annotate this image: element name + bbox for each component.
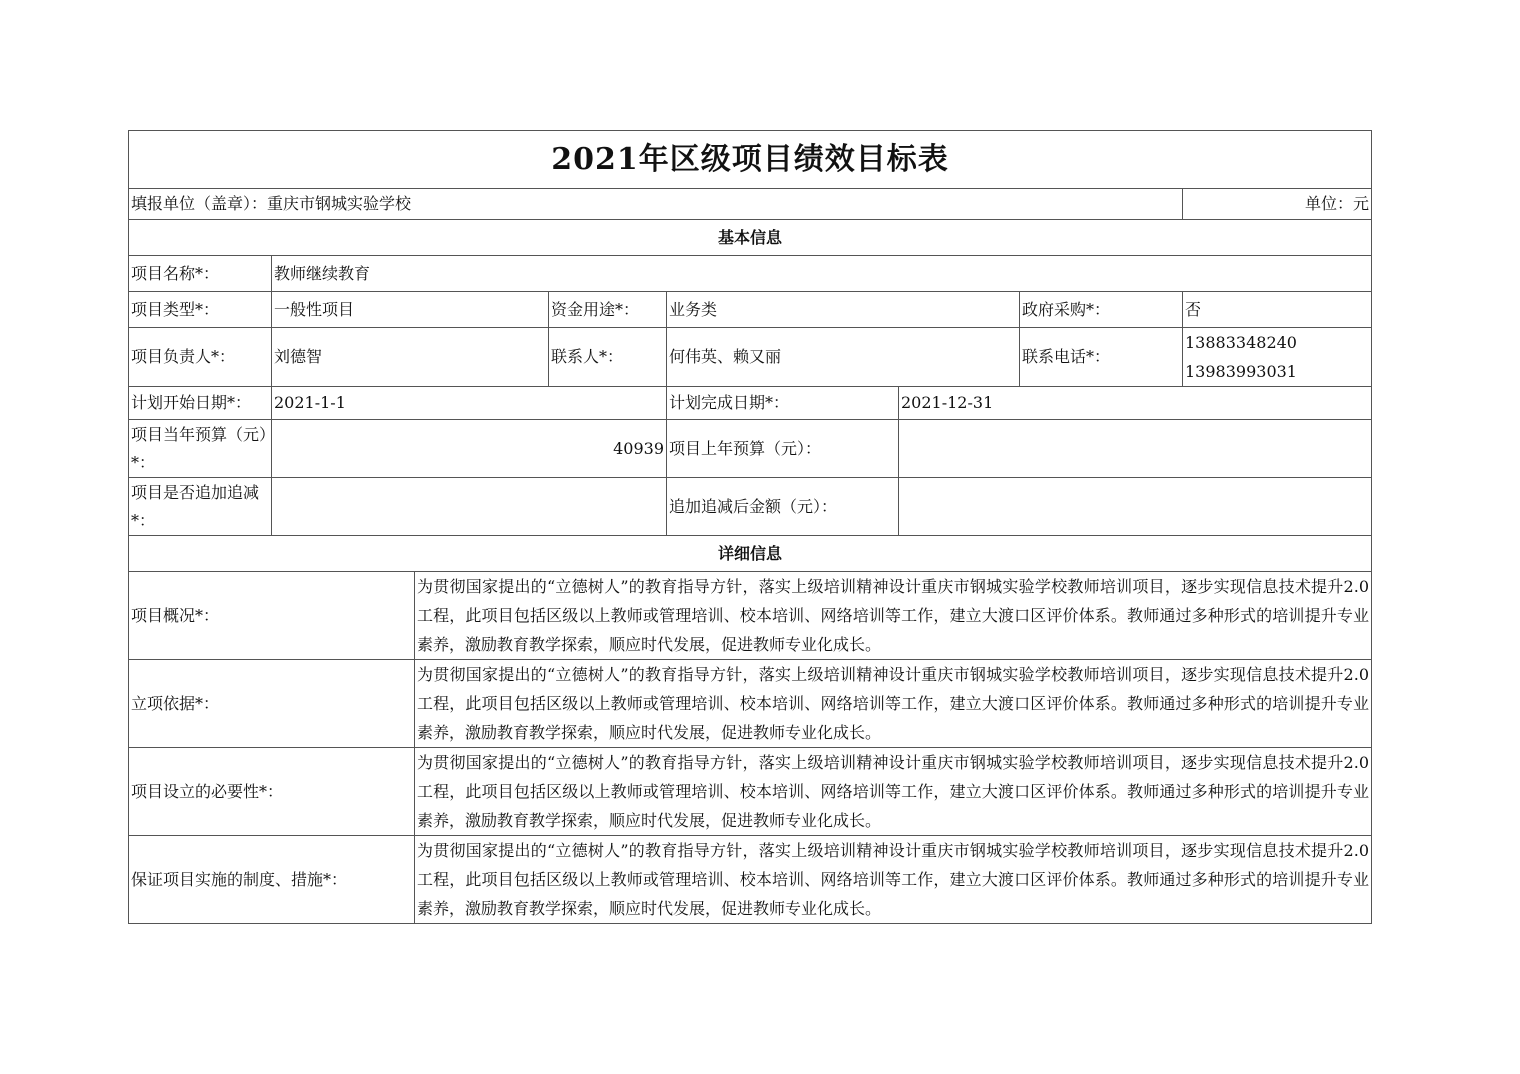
form-table <box>128 130 1372 924</box>
project-name-label: 项目名称*： <box>129 256 272 292</box>
adjusted-amount-label: 追加追减后金额（元）： <box>667 478 899 536</box>
fund-use-value: 业务类 <box>667 292 1020 328</box>
gov-purchase-value: 否 <box>1183 292 1372 328</box>
phone-number-1: 13883348240 <box>1185 333 1297 352</box>
performance-form <box>128 130 1371 924</box>
last-budget-value <box>899 420 1372 478</box>
end-date-label: 计划完成日期*： <box>667 387 899 420</box>
project-type-value: 一般性项目 <box>272 292 549 328</box>
gov-purchase-label: 政府采购*： <box>1020 292 1183 328</box>
page-title: 2021年区级项目绩效目标表 <box>129 131 1372 189</box>
fund-use-label: 资金用途*： <box>549 292 667 328</box>
unit-label: 单位：元 <box>1183 189 1372 220</box>
leader-value: 刘德智 <box>272 328 549 387</box>
phone-label: 联系电话*： <box>1020 328 1183 387</box>
adjust-value <box>272 478 667 536</box>
measures-text: 为贯彻国家提出的“立德树人”的教育指导方针，落实上级培训精神设计重庆市钢城实验学校教师培训项目，逐步实现信息技术提升2.0工程，此项目包括区级以上教师或管理培训、校本培训、网络培训等工作，建立大渡口区评价体系。教师通过多种形式的培训提升专业素养，激励教育教学探索，顺应时代发展，促进教师专业化成长。 <box>415 836 1372 924</box>
filling-unit: 填报单位（盖章）：重庆市钢城实验学校 <box>129 189 1183 220</box>
end-date-value: 2021-12-31 <box>899 387 1372 420</box>
section-basic-info: 基本信息 <box>129 220 1372 256</box>
budget-value: 40939 <box>272 420 667 478</box>
necessity-label: 项目设立的必要性*： <box>129 748 415 836</box>
project-type-label: 项目类型*： <box>129 292 272 328</box>
basis-text: 为贯彻国家提出的“立德树人”的教育指导方针，落实上级培训精神设计重庆市钢城实验学校教师培训项目，逐步实现信息技术提升2.0工程，此项目包括区级以上教师或管理培训、校本培训、网络培训等工作，建立大渡口区评价体系。教师通过多种形式的培训提升专业素养，激励教育教学探索，顺应时代发展，促进教师专业化成长。 <box>415 660 1372 748</box>
contact-value: 何伟英、赖又丽 <box>667 328 1020 387</box>
leader-label: 项目负责人*： <box>129 328 272 387</box>
last-budget-label: 项目上年预算（元）： <box>667 420 899 478</box>
start-date-label: 计划开始日期*： <box>129 387 272 420</box>
start-date-value: 2021-1-1 <box>272 387 667 420</box>
overview-text: 为贯彻国家提出的“立德树人”的教育指导方针，落实上级培训精神设计重庆市钢城实验学校教师培训项目，逐步实现信息技术提升2.0工程，此项目包括区级以上教师或管理培训、校本培训、网络培训等工作，建立大渡口区评价体系。教师通过多种形式的培训提升专业素养，激励教育教学探索，顺应时代发展，促进教师专业化成长。 <box>415 572 1372 660</box>
phone-value <box>1183 328 1372 387</box>
project-name-value: 教师继续教育 <box>272 256 1372 292</box>
contact-label: 联系人*： <box>549 328 667 387</box>
section-detail-info: 详细信息 <box>129 536 1372 572</box>
measures-label: 保证项目实施的制度、措施*： <box>129 836 415 924</box>
adjusted-amount-value <box>899 478 1372 536</box>
overview-label: 项目概况*： <box>129 572 415 660</box>
necessity-text: 为贯彻国家提出的“立德树人”的教育指导方针，落实上级培训精神设计重庆市钢城实验学校教师培训项目，逐步实现信息技术提升2.0工程，此项目包括区级以上教师或管理培训、校本培训、网络培训等工作，建立大渡口区评价体系。教师通过多种形式的培训提升专业素养，激励教育教学探索，顺应时代发展，促进教师专业化成长。 <box>415 748 1372 836</box>
adjust-label: 项目是否追加追减*： <box>129 478 272 536</box>
budget-label: 项目当年预算（元）*： <box>129 420 272 478</box>
phone-number-2: 13983993031 <box>1185 362 1297 381</box>
basis-label: 立项依据*： <box>129 660 415 748</box>
